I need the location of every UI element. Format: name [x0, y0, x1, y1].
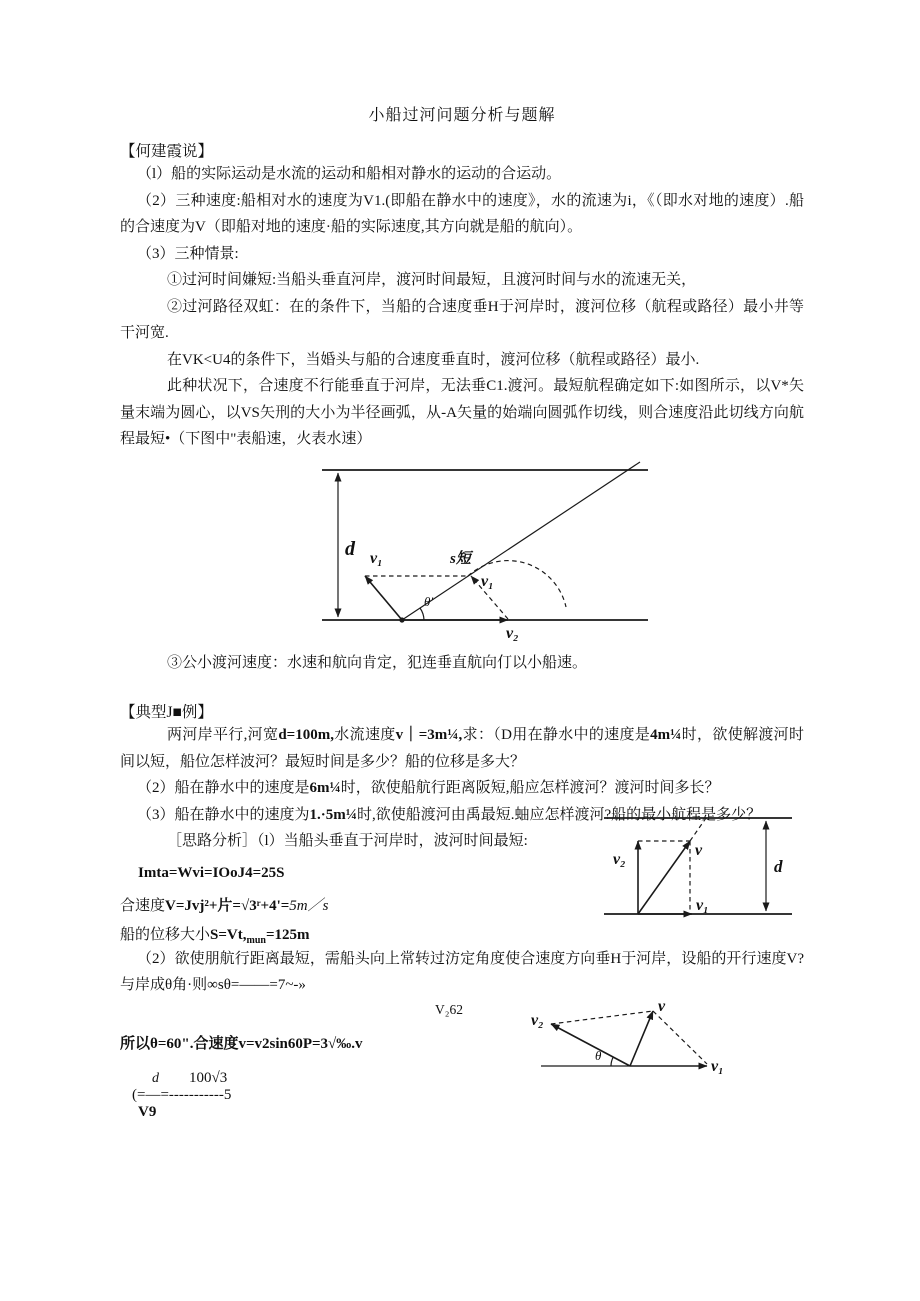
label-v1-left: v₁	[370, 549, 383, 567]
paragraph-three-speeds: （2）三种速度:船相对水的速度为V1.(即船在静水中的速度》，水的流速为i，《（即水对地的速度）.船的合速度为V（即船对地的速度·船的实际速度,其方向就是船的航向）。	[120, 192, 804, 235]
paragraph-min-speed: ③公小渡河速度：水速和航向肯定，犯连垂直航向仃以小船速。	[167, 654, 588, 671]
q1-text3: 求：（D用在静水中的速度是	[462, 727, 651, 743]
river-crossing-diagram	[318, 456, 654, 648]
paragraph-condition: 在VK<U4的条件下，当婚头与船的合速度垂直时，渡河位移（航程或路径）最小.	[167, 351, 700, 368]
vector-v2	[551, 1024, 630, 1066]
q1-text: 两河岸平行,河宽	[167, 727, 279, 743]
paragraph-question-2	[120, 775, 804, 802]
fraction-mid-line: (=—=-----------5	[132, 1086, 232, 1103]
label-d: d	[774, 857, 783, 876]
label-theta: θ	[595, 1048, 602, 1063]
q1-width: d=100m,	[278, 727, 334, 743]
q1-text2: 水流速度	[333, 727, 396, 743]
solution-diagram-1	[598, 808, 798, 924]
q2-boat-speed: 6m¼	[309, 780, 341, 796]
document-content	[120, 0, 804, 1121]
q2-text: （2）船在静水中的速度是	[137, 780, 310, 796]
label-s-short: s短	[450, 550, 471, 567]
q1-text4: 时，欲使解渡河时间以短，船位怎样波河？最短时间是多少？船的位移是多大？	[120, 727, 804, 770]
q3-boat-speed: 1.·5m¼	[309, 806, 358, 823]
paragraph-tangent-method: 此种状况下，合速度不行能垂直于河岸，无法垂C1.渡河。最短航程确定如下:如图所示，以V*矢量末端为圆心，以VS矢刑的大小为半径画弧，从-A矢量的始端向圆弧作切线，则合速度沿此切线方向航程最短•（下图中"表船速，火表水速）	[120, 378, 804, 447]
analysis-section-header: 【何建霞说】	[120, 143, 214, 160]
f3-label: 船的位移大小	[120, 926, 211, 943]
paragraph-solution-2: （2）欲使朋航行距离最短，需船头向上常转过汸定角度使合速度方向垂H于河岸，设船的开行速度V?与岸成θ角·则∞sθ=——=7~-»	[120, 950, 804, 993]
f3-subscript: mun	[246, 934, 266, 946]
q2-text2: 时，欲使船航行距离阪短,船应怎样渡河？渡河时间多长？	[340, 780, 720, 796]
f2-label: 合速度	[120, 897, 166, 914]
label-v: v	[658, 998, 666, 1015]
q3-text2: 时,欲使船渡河由禹最短.蚰应怎样渡河?船的最小航程是多少？	[357, 806, 762, 823]
river-crossing-figure	[318, 456, 654, 648]
q1-flow-speed: v｜=3m¼,	[395, 727, 463, 743]
tangent-line	[402, 462, 640, 620]
page-title: 小船过河问题分析与题解	[368, 107, 556, 124]
label-v2: v₂	[613, 851, 626, 868]
vector-v1-left	[365, 576, 402, 620]
label-d: d	[345, 537, 355, 560]
label-v: v	[695, 842, 703, 859]
formula-displacement	[120, 923, 804, 946]
fraction-denominator: V9	[138, 1103, 157, 1120]
formula-angle-result: 所以θ=60".合速度v=v2sin60P=3√‰.v	[120, 1035, 363, 1052]
f2-value: 5m／s	[289, 897, 329, 914]
f3-result: =125m	[265, 926, 310, 943]
solution-diagram-2	[515, 998, 730, 1078]
angle-arc	[611, 1057, 613, 1066]
f3-expression: S=Vt,	[210, 926, 247, 943]
example-section-header: 【典型J■例】	[120, 704, 213, 721]
label-v1: v₁	[696, 897, 709, 914]
vector-v	[638, 841, 690, 914]
angle-arc	[420, 608, 424, 620]
paragraph-solution-analysis: ［思路分析］（l）当船头垂直于河岸时，波河时间最短:	[167, 833, 528, 849]
paragraph-question-1	[120, 722, 804, 775]
fraction-d: d	[152, 1070, 159, 1086]
paragraph-shortest-time: ①过河时间嫌短:当船头垂直河岸，渡河时间最短，且渡河时间与水的流速无关，	[167, 272, 697, 288]
label-v2: v₂	[531, 1012, 544, 1029]
label-v1-right: v₁	[481, 572, 494, 590]
paragraph-shortest-path: ②过河路径双虹：在的条件下，当船的合速度垂H于河岸时，渡河位移（航程或路径）最小井等干河宽.	[120, 298, 804, 341]
formula-min-time: Imta=Wvi=IOoJ4=25S	[138, 864, 285, 881]
fragment-v2-value: V₂62	[435, 1001, 463, 1017]
fraction-100sqrt3: 100√3	[189, 1069, 228, 1086]
vector-v	[630, 1011, 653, 1066]
label-v2: v₂	[506, 624, 519, 642]
f2-expression: V=Jvj²+片=√3ʳ+4'=	[165, 897, 290, 914]
label-v1: v₁	[711, 1058, 724, 1075]
q3-text: （3）船在静水中的速度为	[137, 806, 310, 823]
dashed-extension	[690, 818, 706, 841]
dashed-top-side	[551, 1011, 653, 1024]
paragraph-three-scenes: （3）三种情景:	[137, 245, 239, 262]
q1-boat-speed: 4m¼	[650, 727, 682, 743]
label-theta: θ'	[424, 593, 434, 609]
paragraph-actual-motion: （l）船的实际运动是水流的运动和船相对静水的运动的合运动。	[137, 166, 562, 182]
dashed-right-side	[653, 1011, 707, 1064]
